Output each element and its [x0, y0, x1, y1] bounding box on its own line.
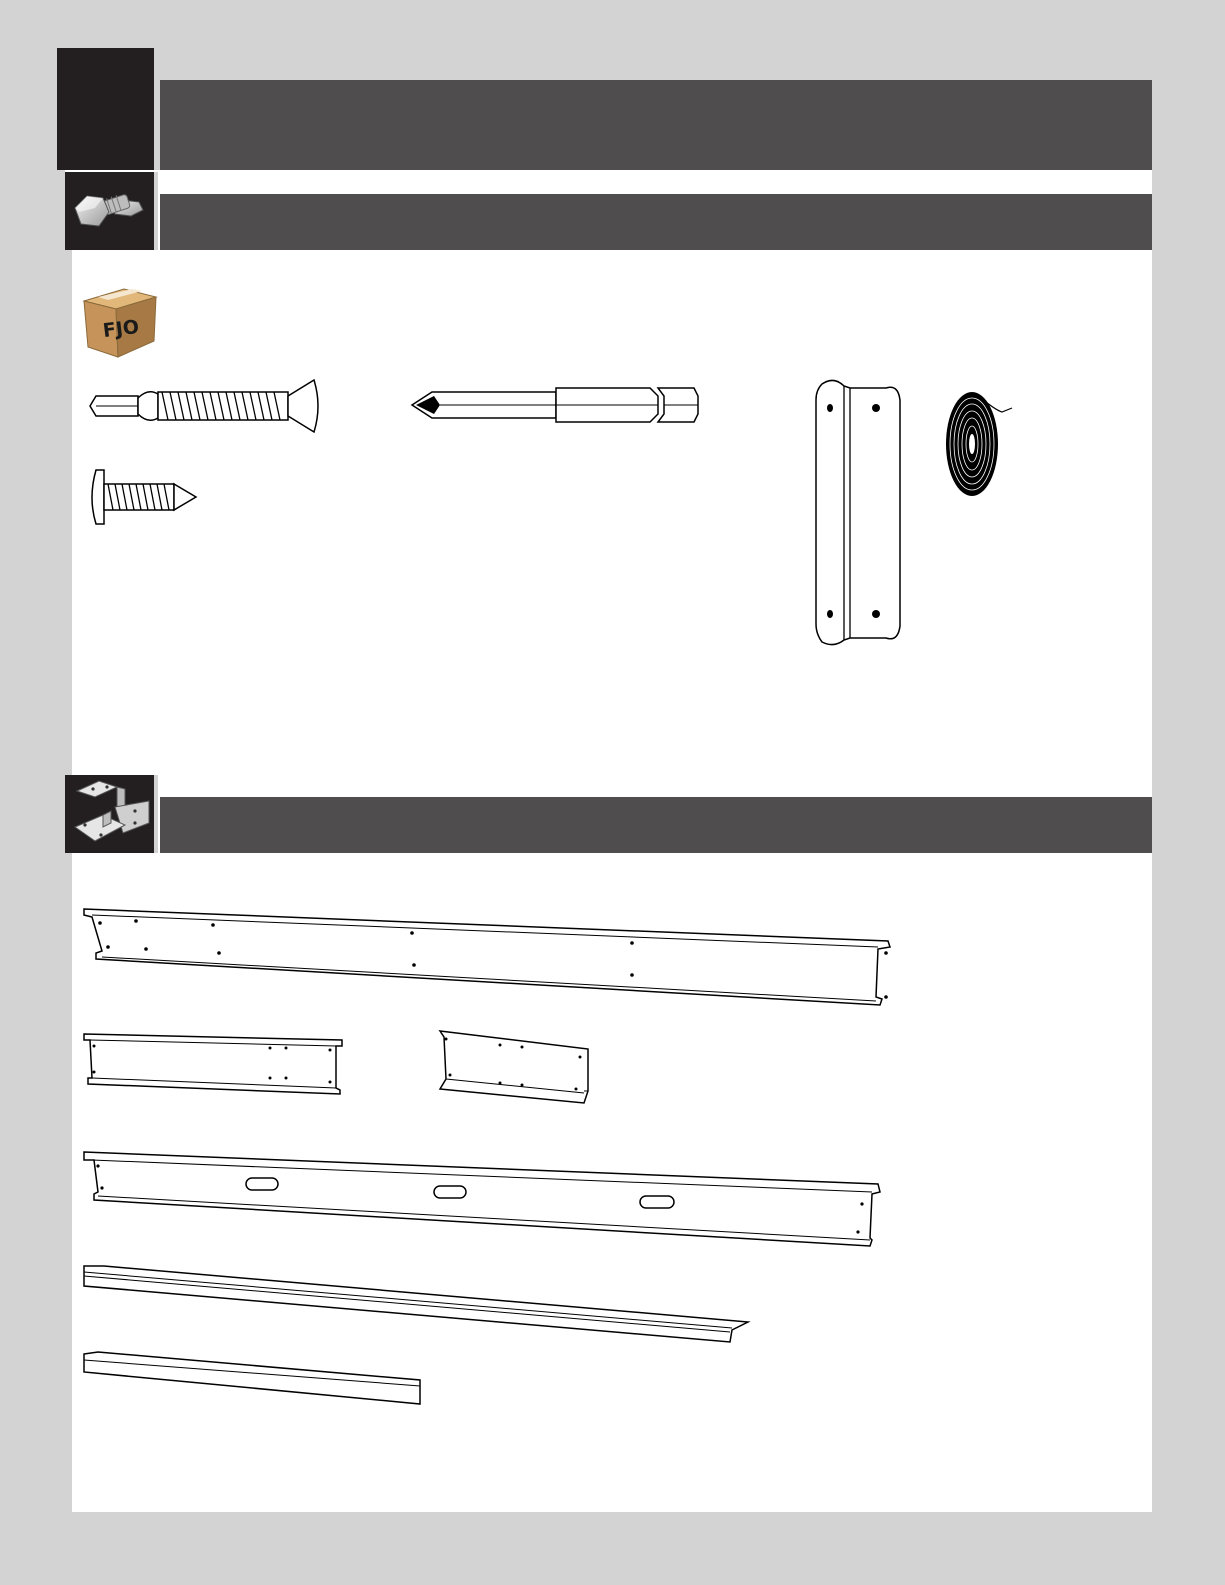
page-title-bar [160, 80, 1152, 170]
step-number-block [57, 48, 154, 170]
components-section-bar [160, 797, 1152, 853]
short-channel-beam-icon [80, 1030, 350, 1100]
angle-bracket-icon [814, 380, 906, 650]
hardware-icon-divider [154, 172, 158, 250]
tape-roll-icon [944, 388, 1016, 500]
self-drilling-screw-icon [88, 376, 324, 434]
hardware-section-icon-box [65, 172, 154, 250]
slotted-channel-beam-icon [80, 1148, 890, 1252]
corner-bracket-icon [65, 775, 154, 853]
short-angle-trim-icon [80, 1350, 430, 1410]
box-label: FJO [101, 315, 141, 343]
components-section-icon-box [65, 775, 154, 853]
long-angle-trim-icon [80, 1262, 760, 1346]
pan-head-screw-icon [86, 466, 198, 528]
header-divider [154, 48, 158, 170]
header-spacer [65, 170, 1152, 194]
small-channel-plate-icon [436, 1027, 596, 1111]
long-channel-beam-icon [80, 905, 900, 1015]
components-icon-divider [154, 775, 158, 853]
hardware-section-bar [160, 194, 1152, 250]
phillips-driver-bit-icon [410, 384, 700, 426]
hex-bolt-nut-icon [65, 172, 154, 250]
